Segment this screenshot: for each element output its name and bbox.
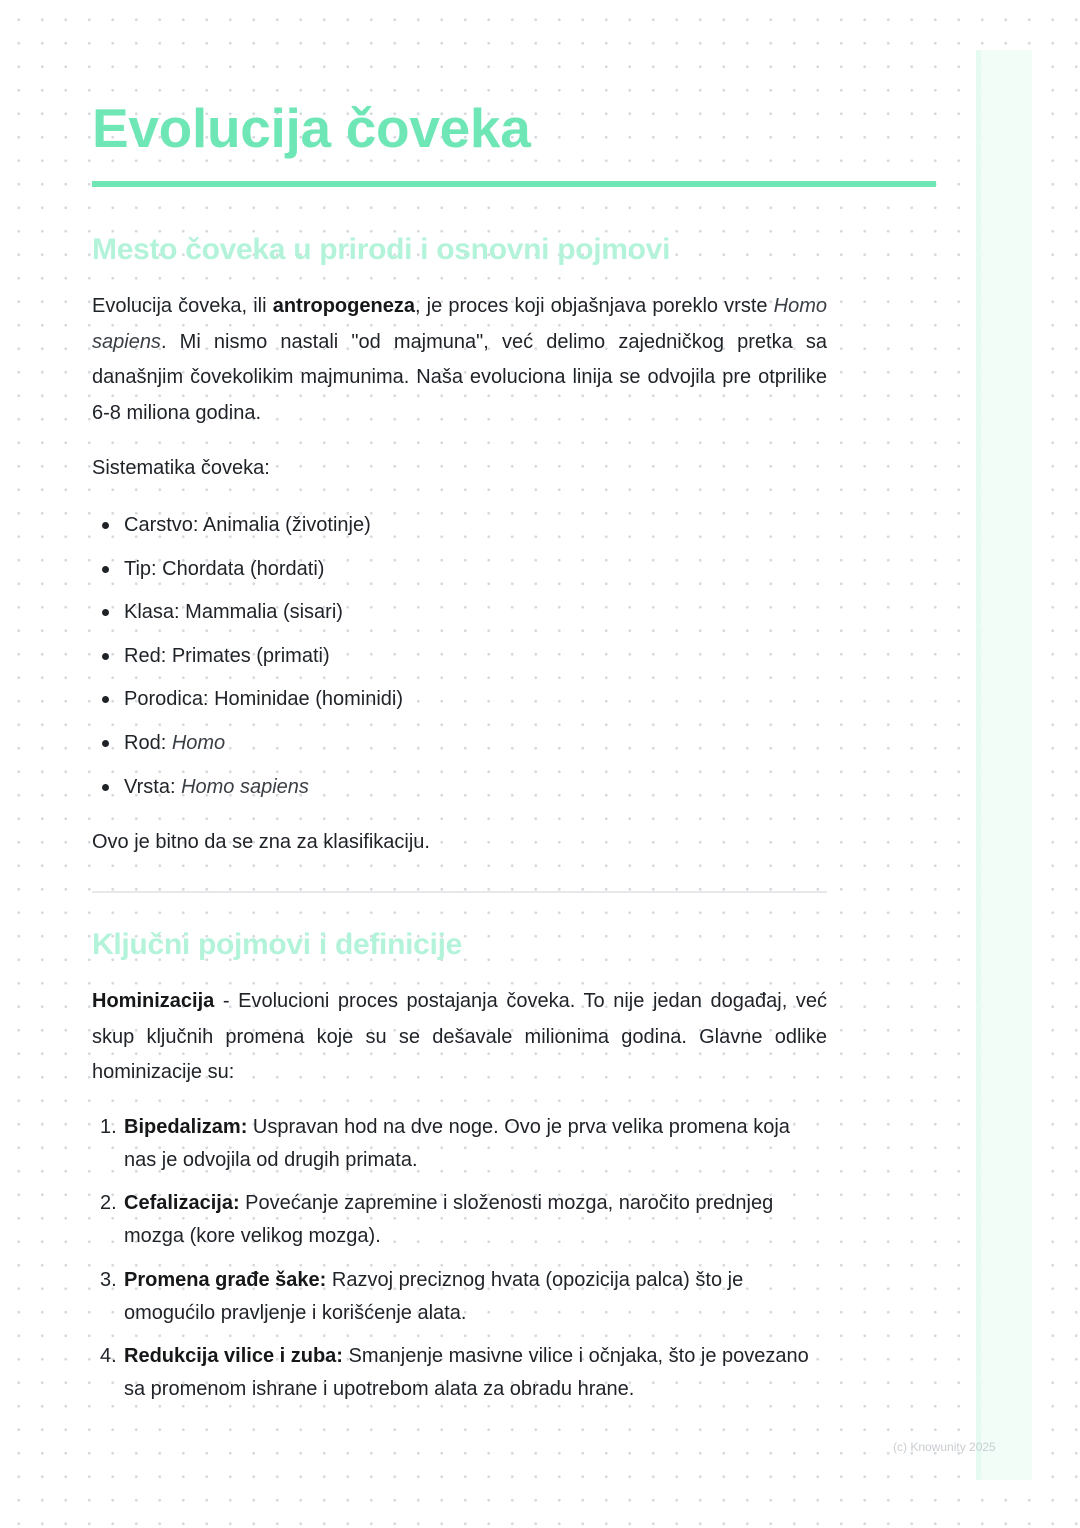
taxon-value: Primates (primati) xyxy=(171,644,330,667)
taxon-latin-name: Homo xyxy=(171,731,226,754)
list-number: 4. xyxy=(100,1344,117,1367)
feature-text: Razvoj preciznog hvata (opozicija palca) što je omogućilo pravljenje i korišćenje alata. xyxy=(124,1268,744,1324)
taxon-latin-name: Homo sapiens xyxy=(181,775,309,798)
taxon-prefix: Porodica: xyxy=(124,688,215,711)
taxon-prefix: Klasa: xyxy=(124,601,186,624)
bullet-icon xyxy=(102,653,109,660)
taxon-prefix: Rod: xyxy=(124,731,172,754)
intro-text-2: , je proces koji objašnjava poreklo vrste xyxy=(414,295,774,317)
taxon-prefix: Tip: xyxy=(124,557,163,580)
list-item xyxy=(92,1111,827,1187)
intro-paragraph xyxy=(92,289,827,431)
bullet-icon xyxy=(102,784,109,791)
page-title: Evolucija čoveka xyxy=(92,97,531,159)
classification-note: Ovo je bitno da se zna za klasifikaciju. xyxy=(92,831,430,853)
taxon-value: Mammalia (sisari) xyxy=(185,601,343,624)
list-number: 1. xyxy=(100,1116,117,1138)
list-item xyxy=(92,551,827,595)
taxon-value: Chordata (hordati) xyxy=(162,557,325,580)
section-heading-kljucni-pojmovi: Ključni pojmovi i definicije xyxy=(92,928,462,961)
copyright-footer: (c) Knowunity 2025 xyxy=(893,1440,996,1454)
intro-text-3: . Mi nismo nastali "od majmuna", već delimo zajedničkog pretka sa današnjim čovekolikim majmunima. Naša evoluciona linija se odvojila pre otprilike 6-8 miliona godina. xyxy=(92,330,827,424)
bullet-icon xyxy=(102,740,109,747)
section-divider xyxy=(92,891,827,893)
list-number: 3. xyxy=(100,1268,117,1291)
definition-text: - Evolucioni proces postajanja čoveka. To nije jedan događaj, već skup ključnih promena koje su se dešavale milionima godina. Glavne odlike hominizacije su: xyxy=(92,990,827,1083)
systematics-label: Sistematika čoveka: xyxy=(92,457,270,479)
list-item xyxy=(92,681,827,725)
list-item xyxy=(92,638,827,682)
list-item xyxy=(92,1340,827,1416)
intro-term-antropogeneza: antropogeneza xyxy=(272,295,415,317)
feature-text: Uspravan hod na dve noge. Ovo je prva velika promena koja nas je odvojila od drugih primata. xyxy=(124,1116,790,1171)
intro-text-1: Evolucija čoveka, ili xyxy=(92,295,273,317)
title-underline xyxy=(92,181,936,187)
taxon-value: Hominidae (hominidi) xyxy=(214,688,404,711)
taxon-prefix: Red: xyxy=(124,644,172,667)
taxon-value: Animalia (životinje) xyxy=(202,514,371,536)
taxon-prefix: Carstvo: xyxy=(124,514,203,536)
taxon-prefix: Vrsta: xyxy=(124,775,182,798)
list-item xyxy=(92,725,827,769)
page-title-wrapper xyxy=(92,92,827,164)
feature-term: Bipedalizam: xyxy=(124,1116,248,1138)
bullet-icon xyxy=(102,609,109,616)
definition-term: Hominizacija xyxy=(92,990,215,1012)
side-margin-strip xyxy=(976,50,1032,1480)
feature-term: Promena građe šake: xyxy=(124,1268,327,1291)
bullet-icon xyxy=(102,696,109,703)
bullet-icon xyxy=(102,566,109,573)
section-heading-mesto-coveka: Mesto čoveka u prirodi i osnovni pojmovi xyxy=(92,233,671,266)
feature-term: Cefalizacija: xyxy=(124,1192,240,1215)
intro-species-name: Homo sapiens xyxy=(92,295,828,353)
feature-term: Redukcija vilice i zuba: xyxy=(124,1344,343,1367)
taxonomy-list xyxy=(92,507,827,812)
list-item xyxy=(92,1264,827,1340)
list-item xyxy=(92,507,827,551)
list-item xyxy=(92,594,827,638)
hominization-definition xyxy=(92,984,827,1091)
feature-text: Smanjenje masivne vilice i očnjaka, što je povezano sa promenom ishrane i upotrebom alata za obradu hrane. xyxy=(124,1344,809,1400)
feature-text: Povećanje zapremine i složenosti mozga, naročito prednjeg mozga (kore velikog mozga). xyxy=(124,1192,774,1248)
list-item xyxy=(92,1187,827,1263)
bullet-icon xyxy=(102,522,109,529)
hominization-features-list xyxy=(92,1111,827,1416)
list-item xyxy=(92,769,827,813)
list-number: 2. xyxy=(100,1192,117,1215)
